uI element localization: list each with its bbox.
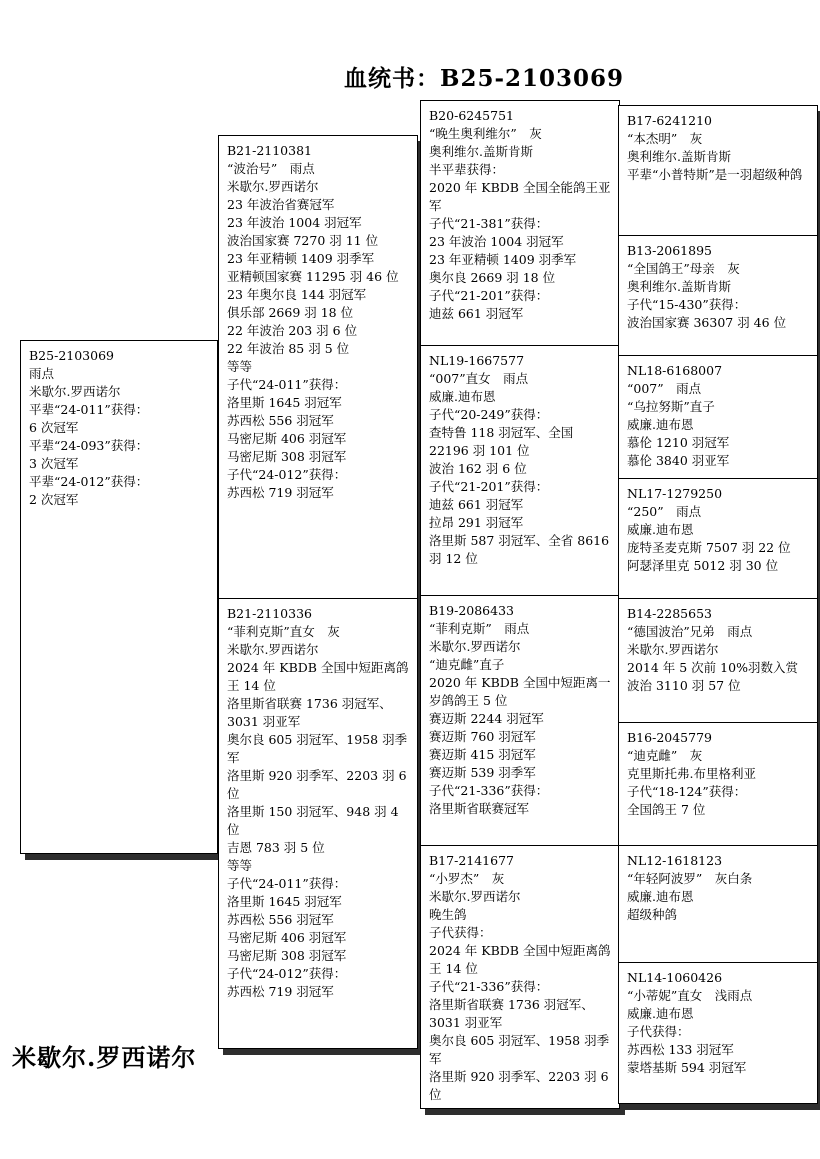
- pedigree-line: 洛里斯 1645 羽冠军: [227, 894, 342, 909]
- pedigree-line: “全国鸽王”母亲 灰: [627, 261, 740, 276]
- pedigree-line: “250” 雨点: [627, 504, 702, 519]
- pedigree-line: 慕伦 1210 羽冠军: [627, 435, 730, 450]
- pedigree-line: 拉昂 291 羽冠军: [429, 515, 524, 530]
- pedigree-box-nl12-1618123: [618, 845, 818, 972]
- pedigree-line: 子代“21-336”获得：: [429, 783, 549, 798]
- pedigree-line: “德国波治”兄弟 雨点: [627, 624, 753, 639]
- pedigree-box-b14-2285653: [618, 598, 818, 732]
- pedigree-line: 米歇尔.罗西诺尔: [227, 179, 319, 194]
- pedigree-line: 米歇尔.罗西诺尔: [29, 384, 121, 399]
- pedigree-line: “小罗杰” 灰: [429, 871, 505, 886]
- pedigree-line: 23 年亚精顿 1409 羽季军: [227, 251, 375, 266]
- pedigree-box-nl17-1279250: [618, 478, 818, 607]
- ring-number: B14-2285653: [627, 606, 712, 621]
- pedigree-line: “菲利克斯”直女 灰: [227, 624, 340, 639]
- pedigree-line: 2020 年 KBDB 全国中短距离一岁鸽鸽王 5 位: [429, 675, 611, 708]
- pedigree-line: 查特鲁 118 羽冠军、全国 22196 羽 101 位: [429, 425, 574, 458]
- pedigree-line: 赛迈斯 415 羽冠军: [429, 747, 536, 762]
- ring-number: B21-2110381: [227, 143, 312, 158]
- ring-number: NL19-1667577: [429, 353, 525, 368]
- pedigree-line: 米歇尔.罗西诺尔: [429, 889, 521, 904]
- ring-number: B17-2141677: [429, 853, 514, 868]
- pedigree-line: 洛里斯 150 羽冠军、948 羽 4 位: [227, 804, 399, 837]
- pedigree-line: 洛里斯 920 羽季军、2203 羽 6 位: [429, 1069, 609, 1102]
- pedigree-line: 奥尔良 605 羽冠军、1958 羽季军: [429, 1033, 610, 1066]
- pedigree-line: 奥利维尔.盖斯肯斯: [627, 279, 731, 294]
- pedigree-line: 吉恩 783 羽 5 位: [227, 840, 325, 855]
- pedigree-line: 平辈“24-011”获得：: [29, 402, 149, 417]
- pedigree-line: 等等: [227, 858, 253, 873]
- pedigree-line: 奥尔良 2669 羽 18 位: [429, 270, 556, 285]
- pedigree-line: 苏西松 133 羽冠军: [627, 1042, 734, 1057]
- pedigree-line: 奥利维尔.盖斯肯斯: [429, 144, 533, 159]
- pedigree-line: 超级种鸽: [627, 907, 678, 922]
- ring-number: NL12-1618123: [627, 853, 723, 868]
- pedigree-line: 米歇尔.罗西诺尔: [429, 639, 521, 654]
- pedigree-line: 23 年奥尔良 144 羽冠军: [227, 287, 367, 302]
- pedigree-line: 子代“24-011”获得：: [227, 876, 347, 891]
- pedigree-line: “迪克雌” 灰: [627, 748, 703, 763]
- pedigree-line: 波治国家赛 36307 羽 46 位: [627, 315, 787, 330]
- pedigree-line: 2014 年 5 次前 10%羽数入赏: [627, 660, 798, 675]
- pedigree-line: 子代“21-336”获得：: [429, 979, 549, 994]
- pedigree-box-b25-2103069: [20, 340, 218, 854]
- pedigree-line: 马密尼斯 406 羽冠军: [227, 431, 347, 446]
- pedigree-line: 平辈“24-093”获得：: [29, 438, 149, 453]
- pedigree-line: 威廉.迪布恩: [429, 389, 496, 404]
- ring-number: NL14-1060426: [627, 970, 723, 985]
- pedigree-line: “007”直女 雨点: [429, 371, 529, 386]
- pedigree-line: 米歇尔.罗西诺尔: [627, 642, 719, 657]
- pedigree-line: “乌拉努斯”直子: [627, 399, 715, 414]
- pedigree-line: 22 年波治 203 羽 6 位: [227, 323, 358, 338]
- pedigree-line: 波治国家赛 7270 羽 11 位: [227, 233, 379, 248]
- pedigree-line: 子代获得：: [429, 925, 492, 940]
- pedigree-line: 威廉.迪布恩: [627, 522, 694, 537]
- ring-number: B19-2086433: [429, 603, 514, 618]
- pedigree-line: 雨点: [29, 366, 55, 381]
- pedigree-line: 平辈“小普特斯”是一羽超级种鸽: [627, 167, 803, 182]
- pedigree-box-b16-2045779: [618, 722, 818, 854]
- pedigree-line: 蒙塔基斯 594 羽冠军: [627, 1060, 747, 1075]
- ring-number: B17-6241210: [627, 113, 712, 128]
- pedigree-line: 2024 年 KBDB 全国中短距离鸽王 14 位: [429, 943, 611, 976]
- pedigree-line: 赛迈斯 539 羽季军: [429, 765, 536, 780]
- pedigree-line: 23 年波治 1004 羽冠军: [227, 215, 362, 230]
- pedigree-line: 阿瑟泽里克 5012 羽 30 位: [627, 558, 779, 573]
- pedigree-line: 子代“24-012”获得：: [227, 467, 347, 482]
- pedigree-line: 23 年亚精顿 1409 羽季军: [429, 252, 577, 267]
- loft-name: 米歇尔.罗西诺尔: [12, 1043, 197, 1072]
- pedigree-line: 奥尔良 605 羽冠军、1958 羽季军: [227, 732, 408, 765]
- pedigree-line: 子代“20-249”获得：: [429, 407, 549, 422]
- pedigree-line: 平辈“24-012”获得：: [29, 474, 149, 489]
- pedigree-box-b17-6241210: [618, 105, 818, 237]
- pedigree-line: “007” 雨点: [627, 381, 702, 396]
- pedigree-line: 2 次冠军: [29, 492, 79, 507]
- pedigree-line: “年轻阿波罗” 灰白条: [627, 871, 753, 886]
- ring-number: B16-2045779: [627, 730, 712, 745]
- pedigree-line: 波治 162 羽 6 位: [429, 461, 527, 476]
- page-title: 血统书：B25-2103069: [344, 65, 625, 92]
- pedigree-line: 奥利维尔.盖斯肯斯: [627, 149, 731, 164]
- ring-number: B13-2061895: [627, 243, 712, 258]
- pedigree-line: 洛里斯 920 羽季军、2203 羽 6 位: [227, 768, 407, 801]
- pedigree-line: 赛迈斯 2244 羽冠军: [429, 711, 544, 726]
- pedigree-box-b17-2141677: [420, 845, 620, 1109]
- pedigree-line: 洛里斯 587 羽冠军、全省 8616 羽 12 位: [429, 533, 610, 566]
- pedigree-line: 苏西松 719 羽冠军: [227, 984, 334, 999]
- pedigree-line: 苏西松 556 羽冠军: [227, 912, 334, 927]
- pedigree-line: 马密尼斯 308 羽冠军: [227, 948, 347, 963]
- pedigree-line: “波治号” 雨点: [227, 161, 315, 176]
- pedigree-line: 迪兹 661 羽冠军: [429, 497, 524, 512]
- pedigree-line: 迪兹 661 羽冠军: [429, 306, 524, 321]
- ring-number: B25-2103069: [29, 348, 114, 363]
- pedigree-line: 子代“21-201”获得：: [429, 479, 549, 494]
- pedigree-line: 亚精顿国家赛 11295 羽 46 位: [227, 269, 399, 284]
- pedigree-line: “本杰明” 灰: [627, 131, 703, 146]
- pedigree-line: 马密尼斯 406 羽冠军: [227, 930, 347, 945]
- pedigree-line: 子代“15-430”获得：: [627, 297, 747, 312]
- pedigree-box-nl14-1060426: [618, 962, 818, 1104]
- ring-number: B21-2110336: [227, 606, 312, 621]
- pedigree-line: 晚生鸽: [429, 907, 467, 922]
- pedigree-line: 庞特圣麦克斯 7507 羽 22 位: [627, 540, 791, 555]
- pedigree-box-nl18-6168007: [618, 355, 818, 489]
- pedigree-line: “菲利克斯” 雨点: [429, 621, 530, 636]
- pedigree-line: 2020 年 KBDB 全国全能鸽王亚军: [429, 180, 611, 213]
- pedigree-line: 威廉.迪布恩: [627, 1006, 694, 1021]
- pedigree-line: 23 年波治 1004 羽冠军: [429, 234, 564, 249]
- pedigree-line: 22 年波治 85 羽 5 位: [227, 341, 350, 356]
- pedigree-box-b13-2061895: [618, 235, 818, 363]
- ring-number: B20-6245751: [429, 108, 514, 123]
- pedigree-line: 子代“21-201”获得：: [429, 288, 549, 303]
- pedigree-line: “小蒂妮”直女 浅雨点: [627, 988, 753, 1003]
- pedigree-line: 3 次冠军: [29, 456, 79, 471]
- ring-number: NL17-1279250: [627, 486, 723, 501]
- pedigree-line: 子代“18-124”获得：: [627, 784, 747, 799]
- pedigree-line: “迪克雌”直子: [429, 657, 505, 672]
- pedigree-box-b21-2110336: [218, 598, 418, 1049]
- pedigree-line: 洛里斯省联赛 1736 羽冠军、3031 羽亚军: [429, 997, 594, 1030]
- pedigree-line: 子代获得：: [627, 1024, 690, 1039]
- pedigree-box-b19-2086433: [420, 595, 620, 857]
- pedigree-line: 2024 年 KBDB 全国中短距离鸽王 14 位: [227, 660, 409, 693]
- pedigree-line: 6 次冠军: [29, 420, 79, 435]
- pedigree-line: 半平辈获得：: [429, 162, 505, 177]
- pedigree-line: 慕伦 3840 羽亚军: [627, 453, 730, 468]
- pedigree-line: 洛里斯 1645 羽冠军: [227, 395, 342, 410]
- pedigree-line: 米歇尔.罗西诺尔: [227, 642, 319, 657]
- pedigree-box-b21-2110381: [218, 135, 418, 599]
- pedigree-box-b20-6245751: [420, 100, 620, 357]
- pedigree-line: 克里斯托弗.布里格利亚: [627, 766, 756, 781]
- pedigree-line: 苏西松 719 羽冠军: [227, 485, 334, 500]
- pedigree-line: 洛里斯省联赛 1736 羽冠军、3031 羽亚军: [227, 696, 392, 729]
- pedigree-line: 23 年波治省赛冠军: [227, 197, 335, 212]
- pedigree-line: 等等: [227, 359, 253, 374]
- pedigree-line: 子代“21-381”获得：: [429, 216, 549, 231]
- pedigree-line: 全国鸽王 7 位: [627, 802, 706, 817]
- pedigree-box-nl19-1667577: [420, 345, 620, 604]
- pedigree-line: “晚生奥利维尔” 灰: [429, 126, 542, 141]
- pedigree-line: 子代“24-011”获得：: [227, 377, 347, 392]
- ring-number: NL18-6168007: [627, 363, 723, 378]
- pedigree-line: 子代“24-012”获得：: [227, 966, 347, 981]
- pedigree-line: 波治 3110 羽 57 位: [627, 678, 741, 693]
- pedigree-line: 俱乐部 2669 羽 18 位: [227, 305, 354, 320]
- pedigree-line: 马密尼斯 308 羽冠军: [227, 449, 347, 464]
- pedigree-line: 苏西松 556 羽冠军: [227, 413, 334, 428]
- pedigree-line: 赛迈斯 760 羽冠军: [429, 729, 536, 744]
- pedigree-line: 威廉.迪布恩: [627, 889, 694, 904]
- pedigree-line: 威廉.迪布恩: [627, 417, 694, 432]
- pedigree-line: 洛里斯省联赛冠军: [429, 801, 530, 816]
